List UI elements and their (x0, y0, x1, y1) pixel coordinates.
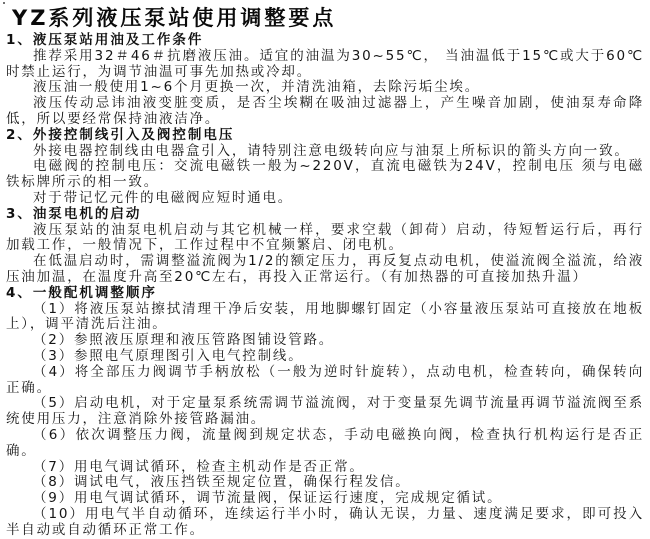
paragraph: （10）用电气半自动循环，连续运行半小时，确认无误，力量、速度满足要求，即可投入半自动或自动循环正常工作。 (6, 505, 644, 538)
section-general-setup-sequence (6, 286, 644, 539)
section-heading: 4、一般配机调整顺序 (6, 284, 157, 301)
paragraph: （6）依次调整压力阀，流量阀到规定状态，手动电磁换向阀，检查执行机构运行是否正确。 (6, 426, 644, 459)
scan-speck (3, 2, 5, 4)
section-oil-and-working-conditions (6, 33, 644, 128)
paragraph: （4）将全部压力阀调节手柄放松（一般为逆时针旋转），点动电机，检查转向，确保转向正确。 (6, 363, 644, 396)
paragraph: 液压油一般使用1~6个月更换一次，并清洗油箱，去除污垢尘埃。 (33, 79, 480, 96)
paragraph: （1）将液压泵站擦拭清理干净后安装，用地脚螺钉固定（小容量液压泵站可直接放在地板上），调平清洗后注油。 (6, 300, 644, 333)
section-heading: 1、液压泵站用油及工作条件 (6, 32, 204, 48)
paragraph: 推荐采用32＃46＃抗磨液压油。适宜的油温为30~55℃， 当油温低于15℃或大于60℃时禁止运行，为调节油温可事先加热或冷却。 (6, 47, 644, 80)
paragraph: 对于带记忆元件的电磁阀应短时通电。 (33, 189, 294, 206)
paragraph: 液压泵站的油泵电机启动与其它机械一样，要求空载（卸荷）启动，待短暂运行后，再行加载工作，一般情况下，工作过程中不宜频繁启、闭电机。 (6, 221, 644, 254)
paragraph: （9）用电气调试循环，调节流量阀，保证运行速度，完成规定循试。 (33, 490, 503, 507)
page-title: YZ系列液压泵站使用调整要点 (12, 6, 337, 30)
paragraph: （8）调试电气，液压挡铁至规定位置，确保行程发信。 (33, 474, 411, 491)
paragraph: 在低温启动时，需调整溢流阀为1/2的额定压力，再反复点动电机，使溢流阀全溢流，给液压油加温，在温度升高至20℃左右，再投入正常运行。（有加热器的可直接加热升温） (6, 253, 644, 285)
paragraph: （5）启动电机，对于定量泵系统需调节溢流阀，对于变量泵先调节流量再调节溢流阀至系统使用压力，注意消除外接管路漏油。 (6, 395, 644, 428)
section-heading: 3、油泵电机的启动 (6, 205, 142, 222)
section-heading: 2、外接控制线引入及阀控制电压 (6, 126, 235, 143)
paragraph: （2）参照液压原理和液压管路图铺设管路。 (33, 332, 335, 349)
paragraph: 电磁阀的控制电压：交流电磁铁一般为~220V，直流电磁铁为24V，控制电压 须与电磁铁标牌所示的相一致。 (6, 158, 644, 191)
section-pump-motor-startup (6, 207, 644, 286)
paragraph: （3）参照电气原理图引入电气控制线。 (33, 347, 304, 364)
section-control-wiring-and-valve-voltage (6, 128, 644, 207)
paragraph: 外接电器控制线由电器盒引入，请特别注意电级转向应与油泵上所标识的箭头方向一致。 (33, 142, 630, 159)
paragraph: （7）用电气调试循环，检查主机动作是否正常。 (33, 458, 365, 475)
paragraph: 液压传动忌讳油液变脏变质，是否尘埃糊在吸油过滤器上，产生噪音加剧，使油泵寿命降低，所以要经常保持油液洁净。 (6, 95, 644, 127)
